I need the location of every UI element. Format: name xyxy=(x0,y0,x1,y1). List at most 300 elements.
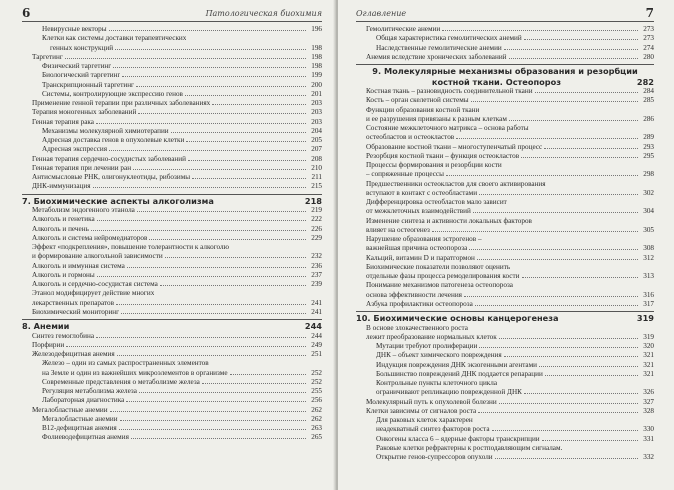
toc-entry[interactable] xyxy=(356,361,654,370)
toc-entry-title: Современные представления о метаболизме железа xyxy=(42,377,200,386)
toc-entry[interactable] xyxy=(356,34,654,43)
toc-entry[interactable] xyxy=(22,108,322,117)
dot-leader xyxy=(509,120,638,121)
toc-entry-title: лежит преобразование нормальных клеток xyxy=(366,332,497,341)
dot-leader xyxy=(495,458,638,459)
left-page xyxy=(0,0,336,490)
dot-leader xyxy=(471,101,638,102)
dot-leader xyxy=(230,374,306,375)
toc-page-number: 305 xyxy=(643,225,654,234)
left-toc xyxy=(22,25,322,443)
dot-leader xyxy=(110,411,306,412)
toc-entry-title: лекарственных препаратов xyxy=(32,298,115,307)
toc-page-number: 198 xyxy=(311,52,322,61)
toc-entry-title: от межклеточных взаимодействий xyxy=(366,207,471,216)
toc-entry-title: Алкоголь и иммунная система xyxy=(32,261,125,270)
toc-page-number: 321 xyxy=(643,360,654,369)
toc-entry-title: Кальций, витамин D и паратгормон xyxy=(366,253,475,262)
toc-entry-title: Дифференцировка остеобластов мало зависит xyxy=(366,198,507,206)
toc-page-number: 226 xyxy=(311,224,322,233)
toc-page-number: 286 xyxy=(643,114,654,123)
toc-entry-title: Анемия вследствие хронических заболеваний xyxy=(366,52,507,61)
toc-entry-title: Алкоголь и система нейромедиаторов xyxy=(32,233,148,242)
chapter-page-number: 319 xyxy=(636,313,654,323)
dot-leader xyxy=(96,337,306,338)
toc-page-number: 326 xyxy=(643,388,654,397)
dot-leader xyxy=(545,375,638,376)
toc-entry-title: ДНК – объект химического повреждения xyxy=(376,351,502,360)
toc-page-number: 251 xyxy=(311,350,322,358)
toc-entry-title: влияет на остеогенез xyxy=(366,225,430,234)
toc-page-number: 211 xyxy=(311,173,322,181)
toc-entry-title: Открытие генов-супрессоров опухоли xyxy=(376,453,493,461)
toc-entry[interactable] xyxy=(356,435,654,444)
toc-entry[interactable] xyxy=(356,217,654,226)
dot-leader xyxy=(115,49,306,50)
dot-leader xyxy=(149,239,306,240)
chapter-page-number: 282 xyxy=(636,76,654,87)
toc-entry-title: Большинство повреждений ДНК поддается репарации xyxy=(376,369,543,378)
toc-entry[interactable] xyxy=(22,182,322,191)
dot-leader xyxy=(192,178,306,179)
dot-leader xyxy=(97,220,306,221)
toc-entry[interactable] xyxy=(356,143,654,152)
toc-page-number: 201 xyxy=(311,89,322,98)
toc-entry-title: Алкоголь и гормоны xyxy=(32,270,95,279)
toc-page-number: 256 xyxy=(311,396,322,405)
toc-entry[interactable] xyxy=(356,87,654,96)
toc-page-number: 210 xyxy=(311,163,322,172)
toc-entry-title: Применение генной терапии при различных заболеваниях xyxy=(32,99,211,107)
toc-entry[interactable] xyxy=(356,342,654,351)
right-running-header: Оглавление xyxy=(356,9,407,18)
toc-entry-title: Онкогены класса 6 – ядерные факторы транскрипции xyxy=(376,434,540,443)
dot-leader xyxy=(442,30,638,31)
dot-leader xyxy=(131,438,306,439)
toc-page-number: 302 xyxy=(643,188,654,197)
toc-entry-title: Регуляция метаболизма железа xyxy=(42,387,137,395)
dot-leader xyxy=(478,412,638,413)
toc-entry-title: Системы, контролирующие экспрессию генов xyxy=(42,89,183,98)
toc-entry[interactable] xyxy=(356,398,654,407)
toc-entry-title: Гемолитические анемии xyxy=(366,25,441,33)
toc-entry-title: Мутации требуют пролиферации xyxy=(376,342,478,350)
toc-entry[interactable] xyxy=(22,280,322,289)
dot-leader xyxy=(160,285,306,286)
dot-leader xyxy=(524,393,638,394)
toc-page-number: 304 xyxy=(643,207,654,216)
toc-entry[interactable] xyxy=(22,62,322,71)
toc-entry[interactable] xyxy=(356,425,654,434)
toc-page-number: 196 xyxy=(311,25,322,33)
toc-entry[interactable] xyxy=(356,388,654,397)
toc-entry-title: Клетки зависимы от сигналов роста xyxy=(366,406,477,415)
toc-page-number: 293 xyxy=(643,142,654,151)
toc-entry-title: Антисмысловые РНК, олигонуклеотиды, рибозимы xyxy=(32,173,191,181)
toc-entry[interactable] xyxy=(356,133,654,142)
toc-entry-title: Адресная доставка генов в опухолевые клетки xyxy=(42,136,185,144)
toc-entry-title: важнейшая причина остеопороза xyxy=(366,244,468,253)
toc-entry-title: Общая характеристика гемолитических анемий xyxy=(376,34,522,43)
toc-entry-title: Функции образования костной ткани xyxy=(366,105,480,114)
toc-entry[interactable] xyxy=(22,225,322,234)
toc-page-number: 327 xyxy=(643,397,654,406)
toc-entry-title: неадекватный синтез факторов роста xyxy=(376,425,490,434)
toc-entry-title: Клетки как системы доставки терапевтических xyxy=(42,34,187,43)
dot-leader xyxy=(473,212,638,213)
dot-leader xyxy=(138,113,306,114)
toc-entry[interactable] xyxy=(22,369,322,378)
toc-page-number: 207 xyxy=(311,145,322,154)
toc-entry[interactable] xyxy=(356,281,654,290)
chapter-title-cont: костной ткани. Остеопороз xyxy=(431,76,561,87)
dot-leader xyxy=(456,138,638,139)
toc-entry[interactable] xyxy=(356,180,654,189)
dot-leader xyxy=(479,194,638,195)
toc-page-number: 285 xyxy=(643,96,654,105)
dot-leader xyxy=(139,392,306,393)
toc-entry[interactable] xyxy=(22,415,322,424)
toc-page-number: 321 xyxy=(643,351,654,360)
dot-leader xyxy=(97,276,306,277)
dot-leader xyxy=(117,355,306,356)
chapter-heading xyxy=(356,311,654,324)
dot-leader xyxy=(432,231,638,232)
dot-leader xyxy=(137,211,306,212)
toc-page-number: 255 xyxy=(311,387,322,395)
toc-entry[interactable] xyxy=(22,234,322,243)
dot-leader xyxy=(165,257,306,258)
toc-page-number: 203 xyxy=(311,117,322,126)
toc-page-number: 274 xyxy=(643,43,654,52)
toc-entry[interactable] xyxy=(356,444,654,453)
toc-entry-title: Азбука профилактики остеопороза xyxy=(366,299,473,308)
toc-entry[interactable] xyxy=(356,198,654,207)
toc-page-number: 198 xyxy=(311,62,322,70)
toc-entry-title: Железо – один из самых распространенных элементов xyxy=(42,359,209,368)
chapter-heading xyxy=(22,319,322,332)
toc-entry[interactable] xyxy=(22,71,322,80)
toc-page-number: 284 xyxy=(643,87,654,95)
toc-entry[interactable] xyxy=(356,333,654,342)
toc-page-number: 215 xyxy=(311,182,322,191)
toc-page-number: 241 xyxy=(311,307,322,316)
toc-entry[interactable] xyxy=(22,90,322,99)
toc-page-number: 199 xyxy=(311,71,322,80)
toc-entry[interactable] xyxy=(22,136,322,145)
toc-entry-title: Терапия моногенных заболеваний xyxy=(32,108,137,117)
toc-entry[interactable] xyxy=(356,254,654,263)
toc-entry-title: – сопряженные процессы xyxy=(366,170,444,179)
toc-entry-title: Железодефицитная анемия xyxy=(32,350,115,358)
toc-entry-title: остеобластов и остеокластов xyxy=(366,133,455,142)
toc-entry[interactable] xyxy=(356,96,654,105)
toc-entry-title: B12-дефицитная анемия xyxy=(42,424,117,432)
toc-entry[interactable] xyxy=(356,124,654,133)
right-page-number: 7 xyxy=(645,6,654,20)
toc-entry-title: Костная ткань – разновидность соединительной ткани xyxy=(366,87,533,95)
toc-page-number: 203 xyxy=(311,108,322,117)
toc-entry[interactable] xyxy=(356,407,654,416)
toc-page-number: 237 xyxy=(311,270,322,279)
toc-entry-title: Невирусные векторы xyxy=(42,25,107,33)
toc-entry[interactable] xyxy=(22,155,322,164)
toc-entry[interactable] xyxy=(22,145,322,154)
toc-entry[interactable] xyxy=(356,291,654,300)
toc-entry-title: Мегалобластные анемии xyxy=(32,405,108,414)
left-page-number: 6 xyxy=(22,6,31,20)
dot-leader xyxy=(499,338,638,339)
dot-leader xyxy=(212,104,306,105)
chapter-title: 10. Биохимические основы канцерогенеза xyxy=(356,313,559,323)
dot-leader xyxy=(521,157,638,158)
toc-entry-title: на Земле и один из важнейших микроэлементов в организме xyxy=(42,368,228,377)
toc-entry-title: Понимание механизмов патогенеза остеопороза xyxy=(366,281,513,290)
toc-entry-title: Молекулярный путь к опухолевой болезни xyxy=(366,397,497,406)
right-page-header xyxy=(356,3,654,22)
toc-page-number: 265 xyxy=(311,433,322,442)
toc-entry-title: Фолиеводефицитная анемия xyxy=(42,433,129,442)
toc-entry[interactable] xyxy=(22,25,322,34)
toc-entry[interactable] xyxy=(22,387,322,396)
toc-entry[interactable] xyxy=(356,370,654,379)
toc-entry-title: Алкоголь и сердечно-сосудистая система xyxy=(32,280,158,288)
toc-entry-title: Биологический таргетинг xyxy=(42,71,121,80)
chapter-heading xyxy=(356,64,654,87)
toc-page-number: 208 xyxy=(311,154,322,163)
toc-entry[interactable] xyxy=(22,262,322,271)
toc-page-number: 316 xyxy=(643,290,654,299)
left-page-header xyxy=(22,3,322,22)
toc-entry[interactable] xyxy=(356,44,654,53)
toc-entry[interactable] xyxy=(22,44,322,53)
toc-entry-title: отдельные фазы процесса ремоделирования кости xyxy=(366,272,520,280)
toc-entry[interactable] xyxy=(356,152,654,161)
toc-entry-title: Предшественники остеокластов для своего активирования xyxy=(366,179,546,188)
dot-leader xyxy=(542,440,638,441)
dot-leader xyxy=(127,267,306,268)
toc-page-number: 298 xyxy=(643,170,654,179)
toc-page-number: 236 xyxy=(311,261,322,270)
toc-entry[interactable] xyxy=(22,99,322,108)
toc-entry[interactable] xyxy=(356,226,654,235)
toc-page-number: 295 xyxy=(643,151,654,160)
toc-entry-title: Процессы формирования и резорбции кости xyxy=(366,161,502,169)
toc-entry-title: Эффект «подкрепления», повышение толерантности к алкоголю xyxy=(32,243,229,251)
dot-leader xyxy=(509,58,638,59)
toc-entry-title: Резорбция костной ткани – функция остеокластов xyxy=(366,151,520,160)
dot-leader xyxy=(492,430,638,431)
toc-entry-title: Нарушение образования эстрогенов – xyxy=(366,235,482,243)
toc-page-number: 204 xyxy=(311,126,322,135)
dot-leader xyxy=(524,39,638,40)
dot-leader xyxy=(479,347,638,348)
dot-leader xyxy=(109,30,306,31)
toc-entry[interactable] xyxy=(22,433,322,442)
toc-entry[interactable] xyxy=(22,53,322,62)
right-page xyxy=(338,0,674,490)
dot-leader xyxy=(504,49,638,50)
toc-entry-title: Биохимические показатели позволяют оценить xyxy=(366,262,511,271)
toc-page-number: 273 xyxy=(643,25,654,33)
toc-entry[interactable] xyxy=(22,34,322,43)
toc-entry[interactable] xyxy=(356,300,654,309)
toc-entry-title: Кость – орган скелетной системы xyxy=(366,96,469,105)
toc-page-number: 252 xyxy=(311,368,322,377)
toc-page-number: 317 xyxy=(643,299,654,308)
left-running-header: Патологическая биохимия xyxy=(205,9,322,18)
toc-entry[interactable] xyxy=(356,453,654,462)
toc-entry[interactable] xyxy=(22,406,322,415)
dot-leader xyxy=(93,187,306,188)
toc-entry[interactable] xyxy=(22,424,322,433)
toc-entry-title: ДНК-иммунизация xyxy=(32,182,91,191)
dot-leader xyxy=(136,86,306,87)
toc-page-number: 320 xyxy=(643,342,654,350)
toc-page-number: 328 xyxy=(643,406,654,415)
toc-entry[interactable] xyxy=(356,115,654,124)
toc-entry-title: Этанол модифицирует действие многих xyxy=(32,289,155,298)
dot-leader xyxy=(464,296,638,297)
toc-page-number: 200 xyxy=(311,80,322,89)
dot-leader xyxy=(120,420,306,421)
toc-page-number: 232 xyxy=(311,252,322,261)
toc-page-number: 244 xyxy=(311,331,322,340)
toc-entry[interactable] xyxy=(356,170,654,179)
toc-page-number: 239 xyxy=(311,280,322,288)
toc-entry[interactable] xyxy=(22,127,322,136)
toc-entry[interactable] xyxy=(22,118,322,127)
right-toc xyxy=(356,25,654,462)
dot-leader xyxy=(475,305,638,306)
dot-leader xyxy=(544,148,638,149)
toc-page-number: 331 xyxy=(643,434,654,443)
toc-page-number: 241 xyxy=(311,298,322,307)
dot-leader xyxy=(469,249,638,250)
toc-entry-title: Индукция повреждения ДНК экзогенными агентами xyxy=(376,360,538,369)
dot-leader xyxy=(535,92,638,93)
toc-entry-title: Наследственные гемолитические анемии xyxy=(376,43,502,52)
toc-entry-title: Контрольные пункты клеточного цикла xyxy=(376,379,498,387)
toc-entry[interactable] xyxy=(22,359,322,368)
toc-entry-title: Лабораторная диагностика xyxy=(42,396,125,405)
dot-leader xyxy=(121,313,306,314)
toc-entry[interactable] xyxy=(356,244,654,253)
toc-entry[interactable] xyxy=(356,351,654,360)
toc-entry[interactable] xyxy=(22,81,322,90)
chapter-page-number: 244 xyxy=(304,321,322,331)
toc-entry[interactable] xyxy=(22,243,322,252)
toc-page-number: 203 xyxy=(311,99,322,107)
dot-leader xyxy=(202,383,306,384)
toc-page-number: 262 xyxy=(311,414,322,423)
dot-leader xyxy=(96,123,306,124)
toc-entry-title: Состояние межклеточного матрикса – основа работы xyxy=(366,124,529,132)
toc-entry-title: вступают в контакт с остеобластами xyxy=(366,188,478,197)
dot-leader xyxy=(522,277,639,278)
toc-page-number: 273 xyxy=(643,34,654,43)
toc-entry-title: Физический таргетинг xyxy=(42,62,112,70)
toc-page-number: 312 xyxy=(643,253,654,262)
toc-entry[interactable] xyxy=(22,206,322,215)
toc-entry-title: Изменение синтеза и активности локальных факторов xyxy=(366,216,532,225)
dot-leader xyxy=(113,67,306,68)
toc-page-number: 319 xyxy=(643,332,654,341)
toc-entry[interactable] xyxy=(356,272,654,281)
toc-entry-title: Синтез гемоглобина xyxy=(32,331,95,340)
toc-entry[interactable] xyxy=(22,164,322,173)
dot-leader xyxy=(446,175,638,176)
toc-entry[interactable] xyxy=(356,263,654,272)
toc-entry-title: Раковые клетки рефрактерны к ростподавляющим сигналам. xyxy=(376,443,563,452)
toc-page-number: 280 xyxy=(643,52,654,61)
toc-entry-title: Порфирии xyxy=(32,340,65,349)
dot-leader xyxy=(91,230,306,231)
toc-entry[interactable] xyxy=(356,416,654,425)
toc-entry[interactable] xyxy=(22,252,322,261)
toc-entry[interactable] xyxy=(22,308,322,317)
toc-entry-title: ограничивают репликацию поврежденной ДНК xyxy=(376,388,522,397)
toc-entry[interactable] xyxy=(22,299,322,308)
toc-entry-title: основа эффективности лечения xyxy=(366,290,462,299)
toc-entry-title: Таргетинг xyxy=(32,52,63,61)
toc-entry-title: Адресная экспрессия xyxy=(42,145,108,154)
toc-entry[interactable] xyxy=(356,207,654,216)
dot-leader xyxy=(499,403,638,404)
dot-leader xyxy=(185,95,306,96)
toc-entry-title: Алкоголь и печень xyxy=(32,224,89,233)
dot-leader xyxy=(66,346,306,347)
chapter-title: 9. Молекулярные механизмы образования и резорбции xyxy=(372,66,638,76)
toc-page-number: 249 xyxy=(311,340,322,349)
toc-page-number: 198 xyxy=(311,43,322,52)
toc-entry[interactable] xyxy=(22,215,322,224)
chapter-title: 7. Биохимические аспекты алкоголизма xyxy=(22,195,214,206)
toc-entry-title: Метаболизм эндогенного этанола xyxy=(32,206,135,214)
toc-entry[interactable] xyxy=(22,271,322,280)
toc-entry-title: и формирование алкогольной зависимости xyxy=(32,252,163,261)
dot-leader xyxy=(188,160,306,161)
toc-entry-title: Механизмы молекулярной химиотерапии xyxy=(42,126,169,135)
toc-entry-title: и ее разрушения привязаны к разным клеткам xyxy=(366,114,507,123)
toc-entry[interactable] xyxy=(22,396,322,405)
toc-entry[interactable] xyxy=(356,379,654,388)
dot-leader xyxy=(504,356,638,357)
toc-entry[interactable] xyxy=(22,378,322,387)
toc-entry-title: Генная терапия сердечно-сосудистых заболеваний xyxy=(32,154,186,163)
toc-entry-title: Генная терапия рака xyxy=(32,117,94,126)
toc-entry[interactable] xyxy=(22,332,322,341)
toc-entry[interactable] xyxy=(356,25,654,34)
toc-entry[interactable] xyxy=(356,106,654,115)
toc-entry[interactable] xyxy=(356,53,654,62)
toc-entry[interactable] xyxy=(356,235,654,244)
toc-entry[interactable] xyxy=(22,350,322,359)
toc-entry[interactable] xyxy=(22,173,322,182)
toc-entry[interactable] xyxy=(356,161,654,170)
toc-entry[interactable] xyxy=(356,189,654,198)
toc-entry-title: Биохимический мониторинг xyxy=(32,307,120,316)
toc-entry[interactable] xyxy=(22,289,322,298)
dot-leader xyxy=(109,150,306,151)
toc-entry-title: Мегалобластные анемии xyxy=(42,414,118,423)
toc-entry-title: Генная терапия при лечении ран xyxy=(32,163,132,172)
dot-leader xyxy=(126,401,306,402)
toc-entry[interactable] xyxy=(22,341,322,350)
dot-leader xyxy=(119,429,306,430)
dot-leader xyxy=(116,304,306,305)
toc-entry[interactable] xyxy=(356,324,654,333)
